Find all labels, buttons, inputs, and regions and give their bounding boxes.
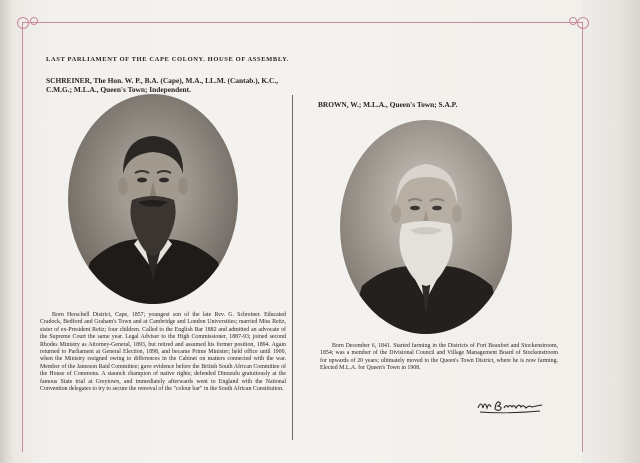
decorative-border-left (22, 22, 23, 452)
portrait-elderly-bearded-man-icon (340, 120, 512, 334)
decorative-border-right (582, 22, 583, 452)
decorative-border-top (22, 22, 582, 23)
book-binding (0, 0, 14, 463)
portrait-bearded-man-icon (68, 94, 238, 304)
page-edge (582, 0, 640, 463)
member-name-right: BROWN, W.; M.L.A., Queen's Town; S.A.P. (318, 100, 458, 109)
member-name-left: SCHREINER, The Hon. W. P., B.A. (Cape), M.A., LL.M. (Cantab.), K.C., C.M.G.; M.L.A., Queen's Town; Independent. (46, 76, 279, 94)
page-header: LAST PARLIAMENT OF THE CAPE COLONY. HOUSE OF ASSEMBLY. (46, 56, 290, 63)
border-corner-ornament (569, 17, 577, 25)
border-corner-ornament (577, 17, 589, 29)
member-bio-left: Born Herschell District, Cape, 1857; youngest son of the late Rev. G. Schreiner. Educated Cradock, Bedford and Graham's Town and at Cambridge and London Universities; married Miss Reitz, sister of ex-President Reitz; four children. Called to the English Bar 1882 and admitted an advocate of the Supreme Court the same year. Legal Adviser to the High Commissioner, 1887-93; joined second Rhodes Ministry as Attorney-General, 1893, but retired and assumed his former position, 1894. Again returned to Parliament at General Election, 1898, and became Prime Minister; held office until 1900, when the Ministry resigned owing to differences in the Cabinet on matters connected with the war. Member of the Jameson Raid Committee; gave evidence before the British South African Committee of the House of Commons. A staunch champion of native rights; defended Dinuzulu gratuitously at the famous State trial at Greytown, and immediately afterwards went to England with the National Convention delegates to try to secure the removal of the "colour bar" in the South African Constitution. (40, 312, 286, 393)
signature-image (476, 396, 546, 416)
border-corner-ornament (30, 17, 38, 25)
column-divider (292, 95, 293, 440)
member-bio-right: Born December 6, 1841. Started farming in the Districts of Fort Beaufort and Stockenstroom, 1854; was a member of the Divisional Council and Village Management Board of Stockenstroom for upwards of 20 years; ultimately moved to the Queen's Town District, where he is now farming. Elected M.L.A. for Queen's Town in 1908. (320, 343, 558, 372)
border-corner-ornament (17, 17, 29, 29)
